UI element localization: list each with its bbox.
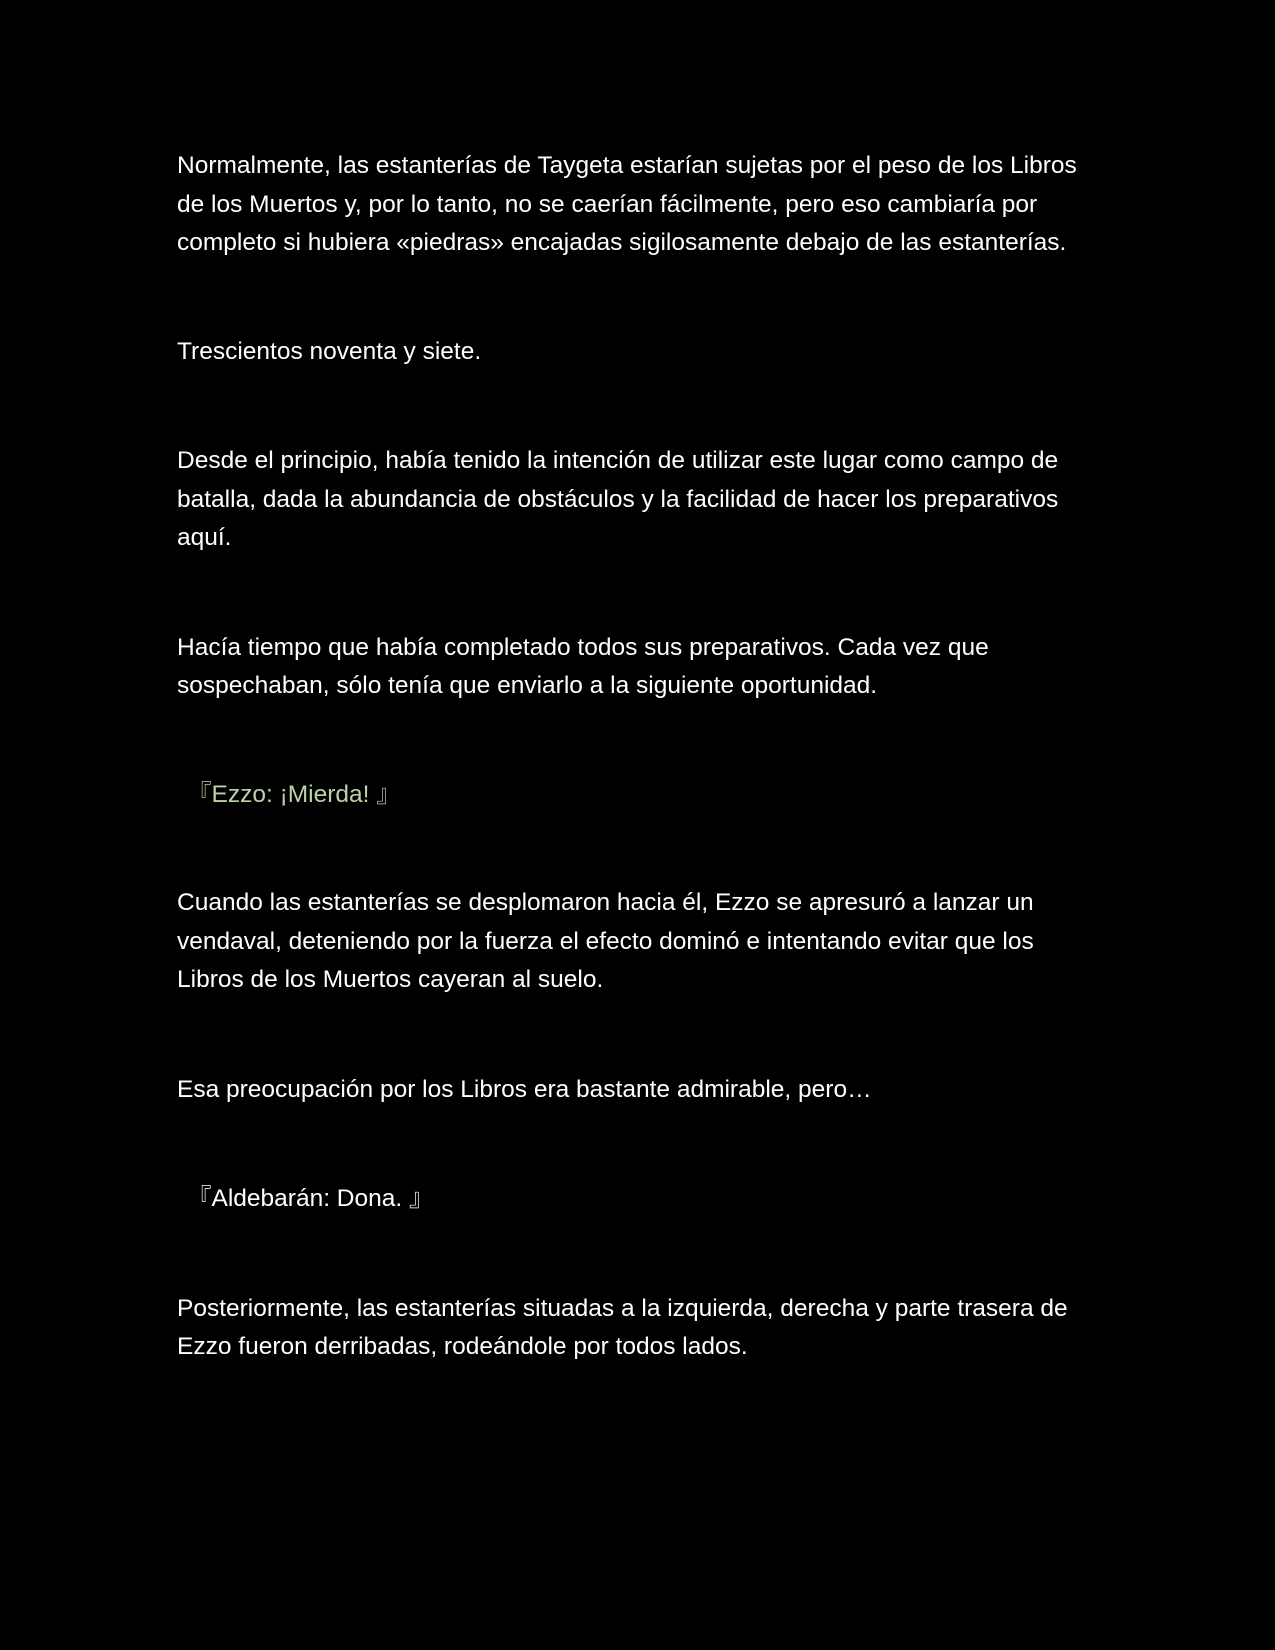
dialogue-ezzo: 『Ezzo: ¡Mierda! 』 bbox=[187, 780, 401, 808]
spacer bbox=[177, 1000, 1097, 1071]
spacer bbox=[177, 1219, 1097, 1290]
spacer bbox=[177, 814, 1097, 884]
text-body bbox=[177, 147, 1097, 1367]
spacer bbox=[177, 263, 1097, 333]
spacer bbox=[177, 1109, 1097, 1180]
paragraph-surrounded: Posteriormente, las estanterías situadas a la izquierda, derecha y parte trasera de Ezzo fueron derribadas, rodeándole por todos lados. bbox=[177, 1294, 1068, 1360]
paragraph-preparations: Hacía tiempo que había completado todos sus preparativos. Cada vez que sospechaban, sólo tenía que enviarlo a la siguiente oportunidad. bbox=[177, 633, 989, 699]
spacer bbox=[177, 371, 1097, 442]
spacer bbox=[177, 706, 1097, 776]
dialogue-aldebaran: 『Aldebarán: Dona. 』 bbox=[187, 1185, 434, 1212]
paragraph-count: Trescientos noventa y siete. bbox=[177, 337, 482, 365]
spacer bbox=[177, 558, 1097, 629]
paragraph-shelves-collapse: Cuando las estanterías se desplomaron hacia él, Ezzo se apresuró a lanzar un vendaval, deteniendo por la fuerza el efecto dominó e intentando evitar que los Libros de los Muertos cayeran al suelo. bbox=[177, 889, 1034, 993]
paragraph-concern: Esa preocupación por los Libros era bastante admirable, pero… bbox=[177, 1075, 872, 1103]
paragraph-battlefield: Desde el principio, había tenido la intención de utilizar este lugar como campo de batalla, dada la abundancia de obstáculos y la facilidad de hacer los preparativos aquí. bbox=[177, 447, 1059, 551]
paragraph-shelves-weight: Normalmente, las estanterías de Taygeta estarían sujetas por el peso de los Libros de los Muertos y, por lo tanto, no se caerían fácilmente, pero eso cambiaría por completo si hubiera «piedras» encajadas sigilosamente debajo de las estanterías. bbox=[177, 152, 1077, 256]
